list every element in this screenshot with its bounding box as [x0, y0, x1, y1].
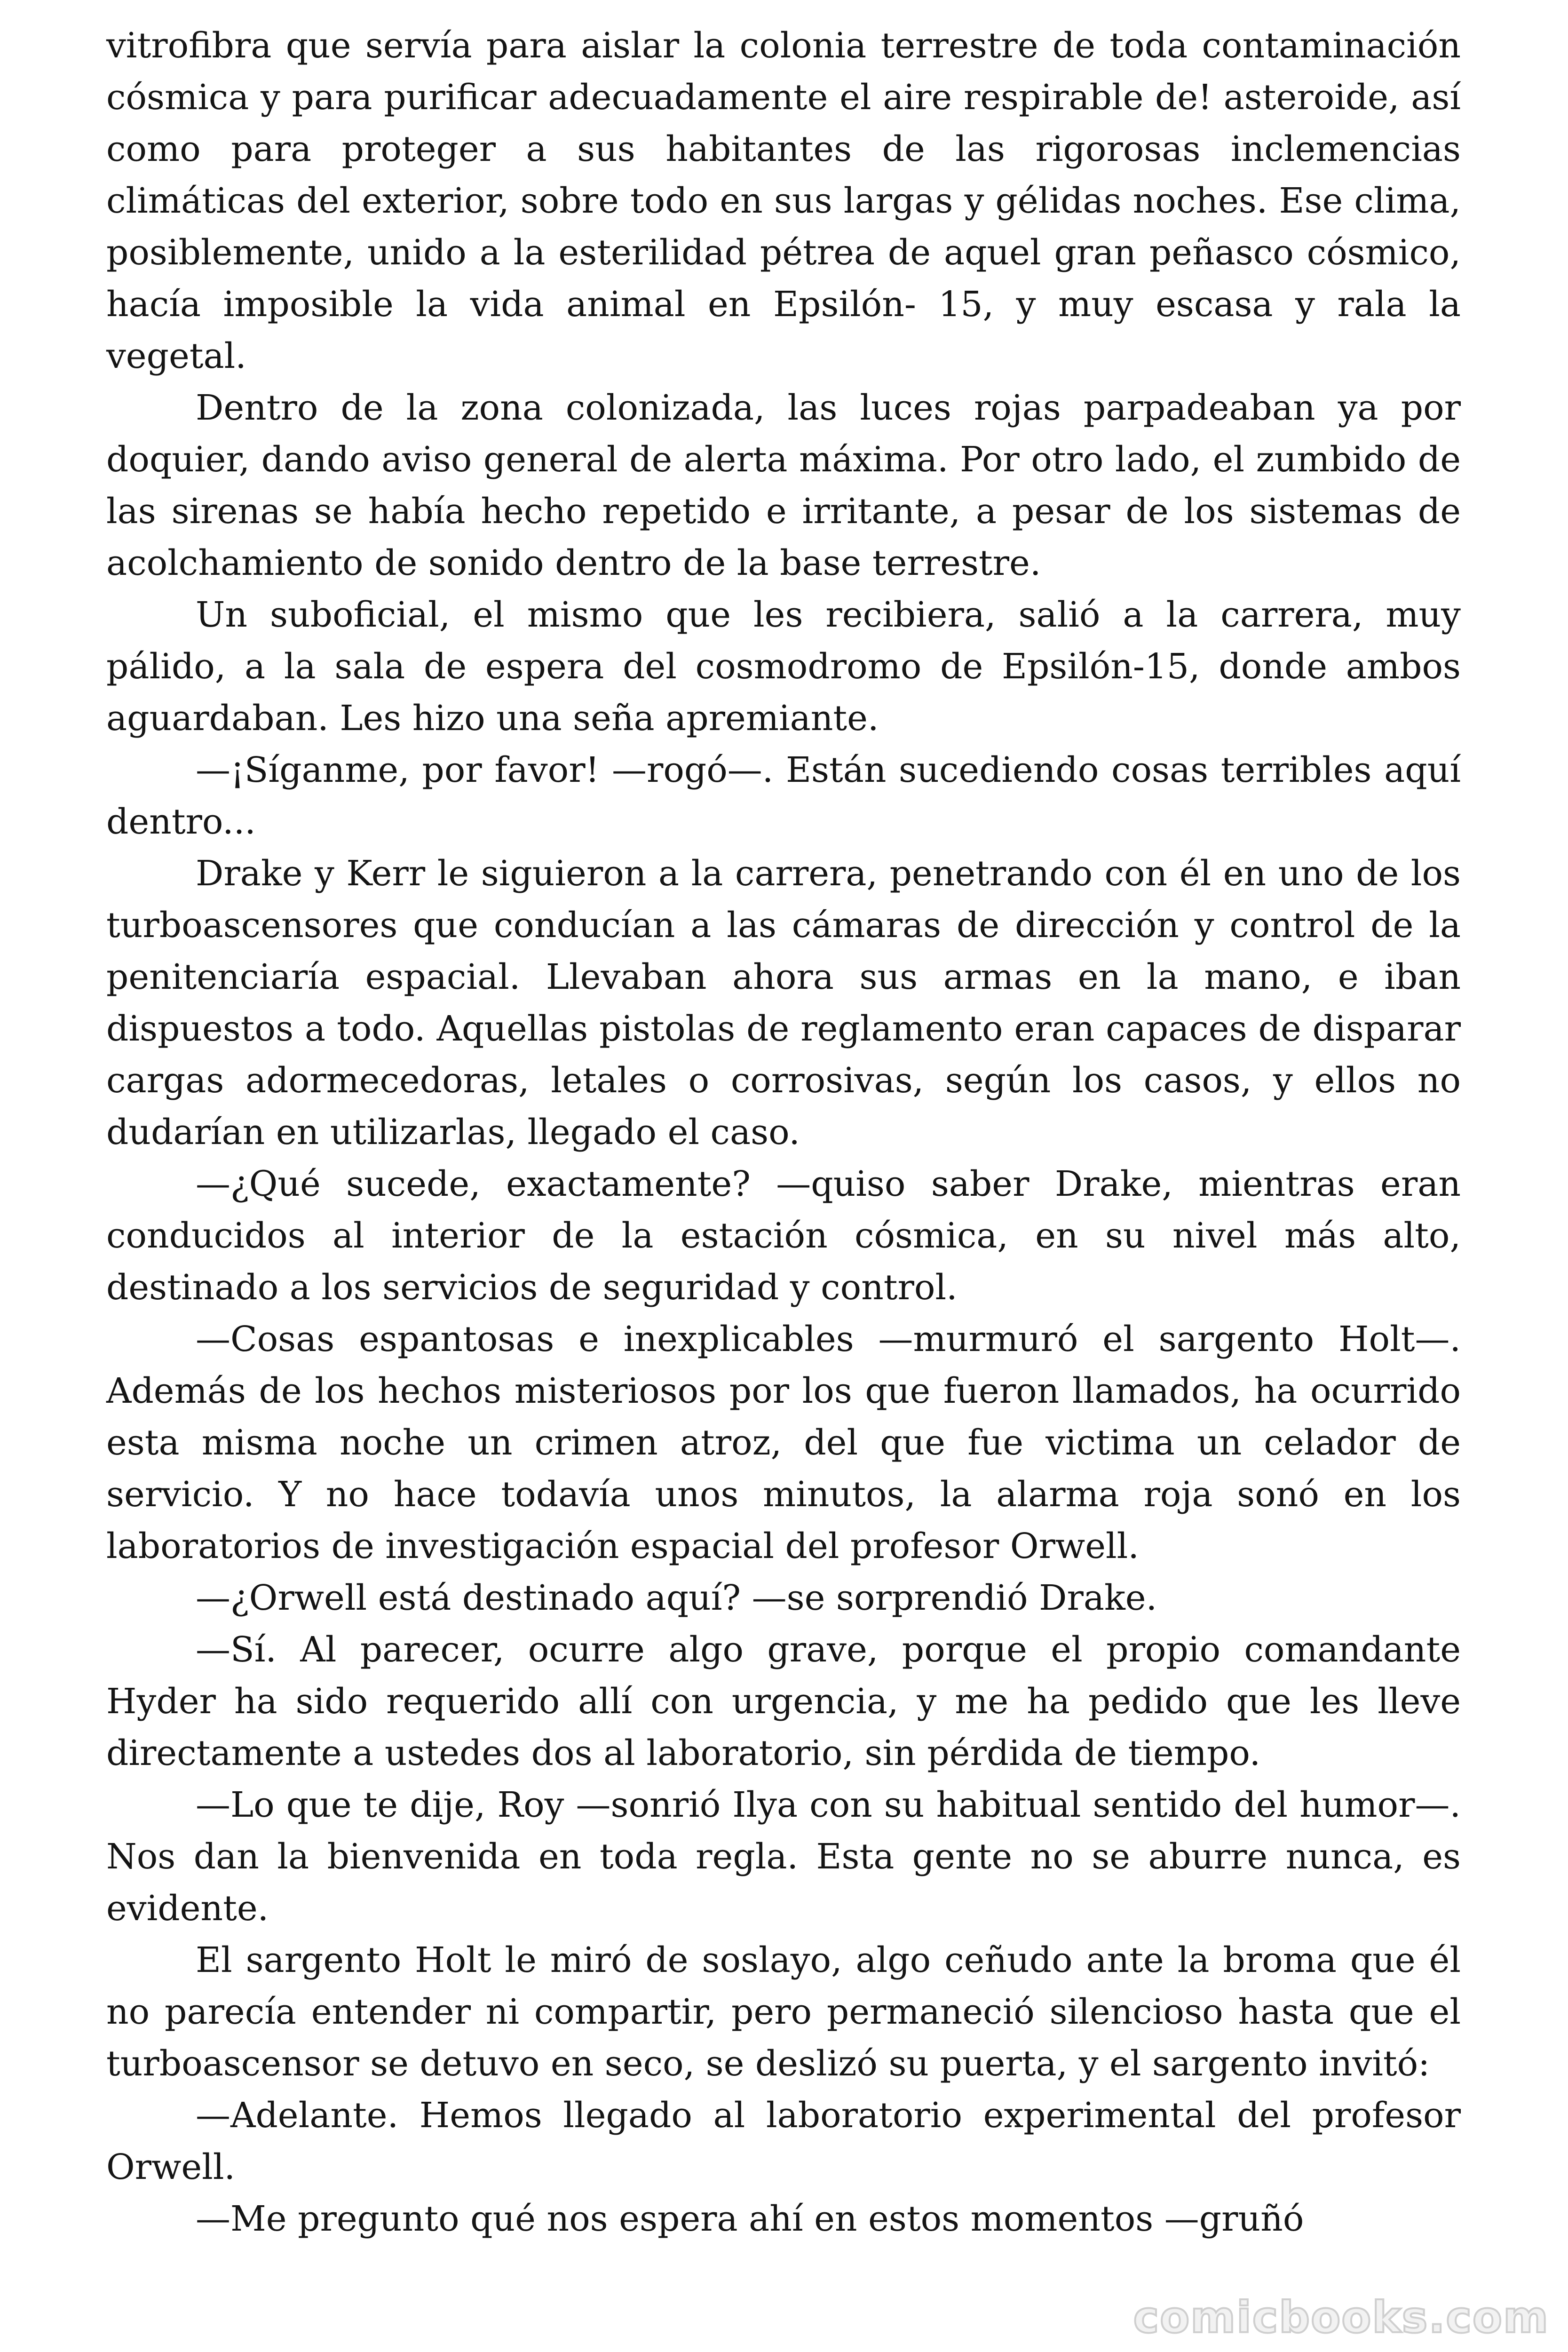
- paragraph-8: —¿Orwell está destinado aquí? —se sorprendió Drake.: [196, 1578, 1157, 1618]
- paragraph-13: —Me pregunto qué nos espera ahí en estos momentos —gruñó: [196, 2199, 1304, 2239]
- paragraph-7: —Cosas espantosas e inexplicables —murmuró el sargento Holt—. Además de los hechos misteriosos por los que fueron llamados, ha ocurrido esta misma noche un crimen atroz, del que fue victima un celador de servicio. Y no hace todavía unos minutos, la alarma roja sonó en los laboratorios de investigación espacial del profesor Orwell.: [106, 1319, 1461, 1566]
- paragraph-3: Un suboficial, el mismo que les recibiera, salió a la carrera, muy pálido, a la sala de espera del cosmodromo de Epsilón-15, donde ambos aguardaban. Les hizo una seña apremiante.: [106, 595, 1461, 739]
- paragraph-2: Dentro de la zona colonizada, las luces rojas parpadeaban ya por doquier, dando aviso general de alerta máxima. Por otro lado, el zumbido de las sirenas se había hecho repetido e irritante, a pesar de los sistemas de acolchamiento de sonido dentro de la base terrestre.: [106, 388, 1461, 583]
- paragraph-6: —¿Qué sucede, exactamente? —quiso saber Drake, mientras eran conducidos al interior de la estación cósmica, en su nivel más alto, destinado a los servicios de seguridad y control.: [106, 1164, 1461, 1308]
- paragraph-4: —¡Síganme, por favor! —rogó—. Están sucediendo cosas terribles aquí dentro...: [106, 750, 1461, 842]
- paragraph-12: —Adelante. Hemos llegado al laboratorio experimental del profesor Orwell.: [106, 2095, 1461, 2187]
- paragraph-9: —Sí. Al parecer, ocurre algo grave, porque el propio comandante Hyder ha sido requerido allí con urgencia, y me ha pedido que les lleve directamente a ustedes dos al laboratorio, sin pérdida de tiempo.: [106, 1629, 1461, 1773]
- paragraph-11: El sargento Holt le miró de soslayo, algo ceñudo ante la broma que él no parecía entender ni compartir, pero permaneció silencioso hasta que el turboascensor se detuvo en seco, se deslizó su puerta, y el sargento invitó:: [106, 1940, 1461, 2084]
- paragraph-1: vitrofibra que servía para aislar la colonia terrestre de toda contaminación cósmica y para purificar adecuadamente el aire respirable de! asteroide, así como para proteger a sus habitantes de las rigorosas inclemencias climáticas del exterior, sobre todo en sus largas y gélidas noches. Ese clima, posiblemente, unido a la esterilidad pétrea de aquel gran peñasco cósmico, hacía imposible la vida animal en Epsilón- 15, y muy escasa y rala la vegetal.: [106, 25, 1461, 376]
- paragraph-10: —Lo que te dije, Roy —sonrió Ilya con su habitual sentido del humor—. Nos dan la bienvenida en toda regla. Esta gente no se aburre nunca, es evidente.: [106, 1785, 1461, 1929]
- watermark-text: comicbooks.com: [1133, 2292, 1549, 2343]
- paragraph-5: Drake y Kerr le siguieron a la carrera, penetrando con él en uno de los turboascensores que conducían a las cámaras de dirección y control de la penitenciaría espacial. Llevaban ahora sus armas en la mano, e iban dispuestos a todo. Aquellas pistolas de reglamento eran capaces de disparar cargas adormecedoras, letales o corrosivas, según los casos, y ellos no dudarían en utilizarlas, llegado el caso.: [106, 853, 1461, 1152]
- book-page: [106, 0, 1461, 2352]
- page-body: [106, 0, 1461, 2245]
